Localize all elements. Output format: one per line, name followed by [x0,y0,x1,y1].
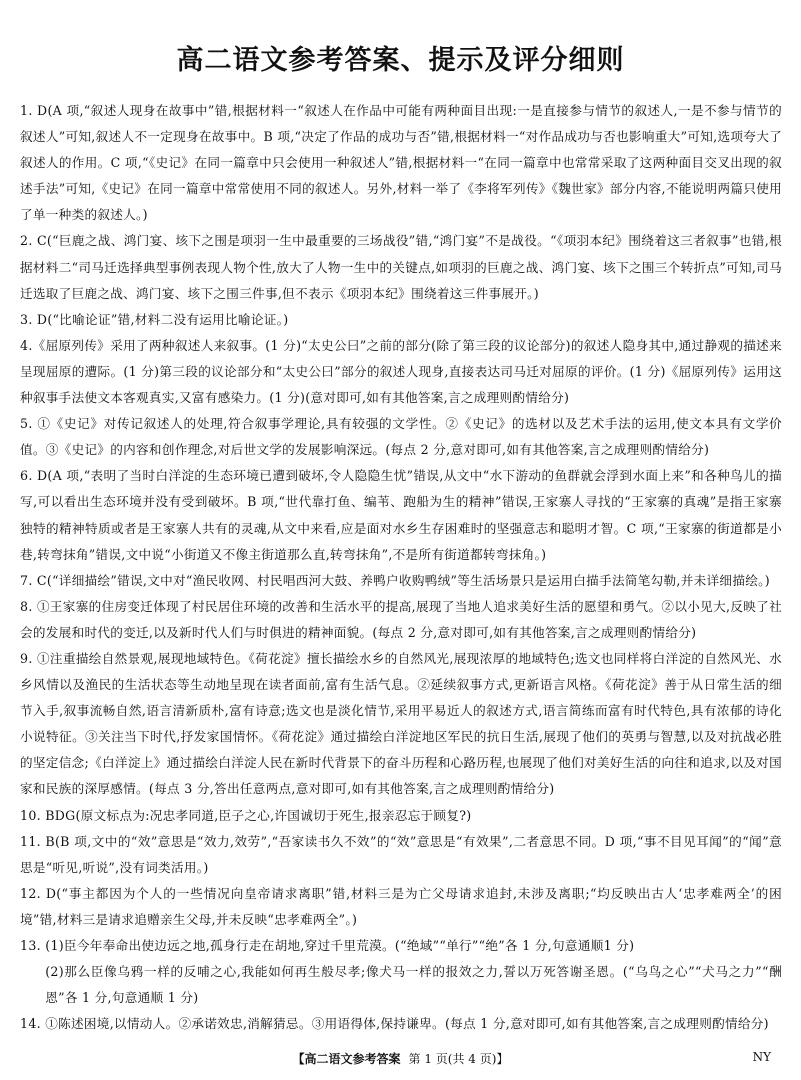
page-number: 第 1 页(共 4 页)】 [408,1052,509,1066]
answer-item-12: 12. D(“事主都因为个人的一些情况向皇帝请求离职”错,材料三是为亡父母请求追封,未涉及离职;“均反映出古人‘忠孝难两全’的困境”错,材料三是请求追赠亲生父母,并未反映“忠孝难两全”。) [20,885,782,927]
page-footer [0,1050,801,1067]
answer-item-9: 9. ①注重描绘自然景观,展现地域特色。《荷花淀》擅长描绘水乡的自然风光,展现浓厚的地域特色;选文也同样将白洋淀的自然风光、水乡风情以及渔民的生活状态等生动地呈现在读者面前,富有生活气息。②延续叙事方式,更新语言风格。《荷花淀》善于从日常生活的细节入手,叙事流畅自然,语言清新质朴,富有诗意;选文也是淡化情节,采用平易近人的叙述方式,语言简练而富有时代特色,具有浓郁的诗化小说特征。③关注当下时代,抒发家国情怀。《荷花淀》通过描绘白洋淀地区军民的抗日生活,展现了他们的英勇与智慧,以及对抗战必胜的坚定信念;《白洋淀上》通过描绘白洋淀人民在新时代背景下的奋斗历程和心路历程,也展现了他们对美好生活的向往和追求,以及对国家和民族的深厚感情。(每点 3 分,答出任意两点,意对即可,如有其他答案,言之成理则酌情给分) [20,650,782,797]
answer-item-1: 1. D(A 项,“叙述人现身在故事中”错,根据材料一“叙述人在作品中可能有两种面目出现:一是直接参与情节的叙述人,一是不参与情节的叙述人”可知,叙述人不一定现身在故事中。B 项,“决定了作品的成功与否”错,根据材料一“对作品成功与否也影响重大”可知,选项夸大了叙述人的作用。C 项,“《史记》在同一篇章中只会使用一种叙述人”错,根据材料一“在同一篇章中也常常采取了这两种面目交叉出现的叙述手法”可知,《史记》在同一篇章中常常使用不同的叙述人。另外,材料一举了《李将军列传》《魏世家》部分内容,不能说明两篇只使用了单一种类的叙述人。) [20,103,782,223]
answer-item-11: 11. B(B 项,文中的“效”意思是“效力,效劳”,“吾家读书久不效”的“效”意思是“有效果”,二者意思不同。D 项,“事不目见耳闻”的“闻”意思是“听见,听说”,没有词类活用。) [20,833,782,875]
answer-item-5: 5. ①《史记》对传记叙述人的处理,符合叙事学理论,具有较强的文学性。②《史记》的选材以及艺术手法的运用,使文本具有文学价值。③《史记》的内容和创作理念,对后世文学的发展影响深远。(每点 2 分,意对即可,如有其他答案,言之成理则酌情给分) [20,416,782,458]
answer-item-7: 7. C(“详细描绘”错误,文中对“渔民收网、村民唱西河大鼓、养鸭户收购鸭绒”等生活场景只是运用白描手法简笔勾勒,并未详细描绘。) [20,572,770,588]
footer-label: 【高二语文参考答案 [292,1052,401,1066]
answer-item-8: 8. ①王家寨的住房变迁体现了村民居住环境的改善和生活水平的提高,展现了当地人追求美好生活的愿望和勇气。②以小见大,反映了社会的发展和时代的变迁,以及新时代人们与时俱进的精神面貌。(每点 2 分,意对即可,如有其他答案,言之成理则酌情给分) [20,598,782,640]
page-title: 高二语文参考答案、提示及评分细则 [176,45,625,76]
answer-item-13: 13. (1)臣今年奉命出使边远之地,孤身行走在胡地,穿过千里荒漠。(“绝域”“单行”“绝”各 1 分,句意通顺1 分) [20,938,635,953]
answer-item-2: 2. C(“巨鹿之战、鸿门宴、垓下之围是项羽一生中最重要的三场战役”错,“鸿门宴”不是战役。“《项羽本纪》围绕着这三者叙事”也错,根据材料二“司马迁选择典型事例表现人物个性,放大了人物一生中的关键点,如项羽的巨鹿之战、鸿门宴、垓下之围三个转折点”可知,司马迁选取了巨鹿之战、鸿门宴、垓下之围三件事,但不表示《项羽本纪》围绕着这三件事展开。) [20,233,782,301]
answer-item-4: 4.《屈原列传》采用了两种叙述人来叙事。(1 分)“太史公曰”之前的部分(除了第三段的议论部分)的叙述人隐身其中,通过静观的描述来呈现屈原的遭际。(1 分)第三段的议论部分和“太史公曰”部分的叙述人现身,直接表达司马迁对屈原的评价。(1 分)《屈原列传》运用这种叙事手法使文本客观真实,又富有感染力。(1 分)(意对即可,如有其他答案,言之成理则酌情给分) [20,337,782,406]
answer-list [20,98,782,1037]
answer-item-10: 10. BDG(原文标点为:况忠孝同道,臣子之心,许国诚切于死生,报亲忍忘于顾复?) [20,807,472,823]
answer-item-14: 14. ①陈述困境,以情动人。②承诺效忠,消解猜忌。③用语得体,保持谦卑。(每点 1 分,意对即可,如有其他答案,言之成理则酌情给分) [20,1016,769,1032]
answer-item-3: 3. D(“比喻论证”错,材料二没有运用比喻论证。) [20,311,289,327]
footer-code: NY [752,1050,771,1064]
answer-item-13-sub: (2)那么臣像乌鸦一样的反哺之心,我能如何再生般尽孝;像犬马一样的报效之力,誓以万死答谢圣恩。(“乌鸟之心”“犬马之力”“酬恩”各 1 分,句意通顺 1 分) [45,964,782,1006]
answer-item-6: 6. D(A 项,“表明了当时白洋淀的生态环境已遭到破坏,令人隐隐生忧”错误,从文中“水下游动的鱼群就会浮到水面上来”和各种鸟儿的描写,可以看出生态环境并没有受到破坏。B 项,“世代靠打鱼、编苇、跑船为生的精神”错误,王家寨人寻找的“王家寨的真魂”是指王家寨独特的精神特质或者是王家寨人共有的灵魂,从文中来看,应是面对水乡生存困难时的坚强意志和聪明才智。C 项,“王家寨的街道都是小巷,转弯抹角”错误,文中说“小街道又不像主街道那么直,转弯抹角”,不是所有街道都转弯抹角。) [20,468,782,562]
